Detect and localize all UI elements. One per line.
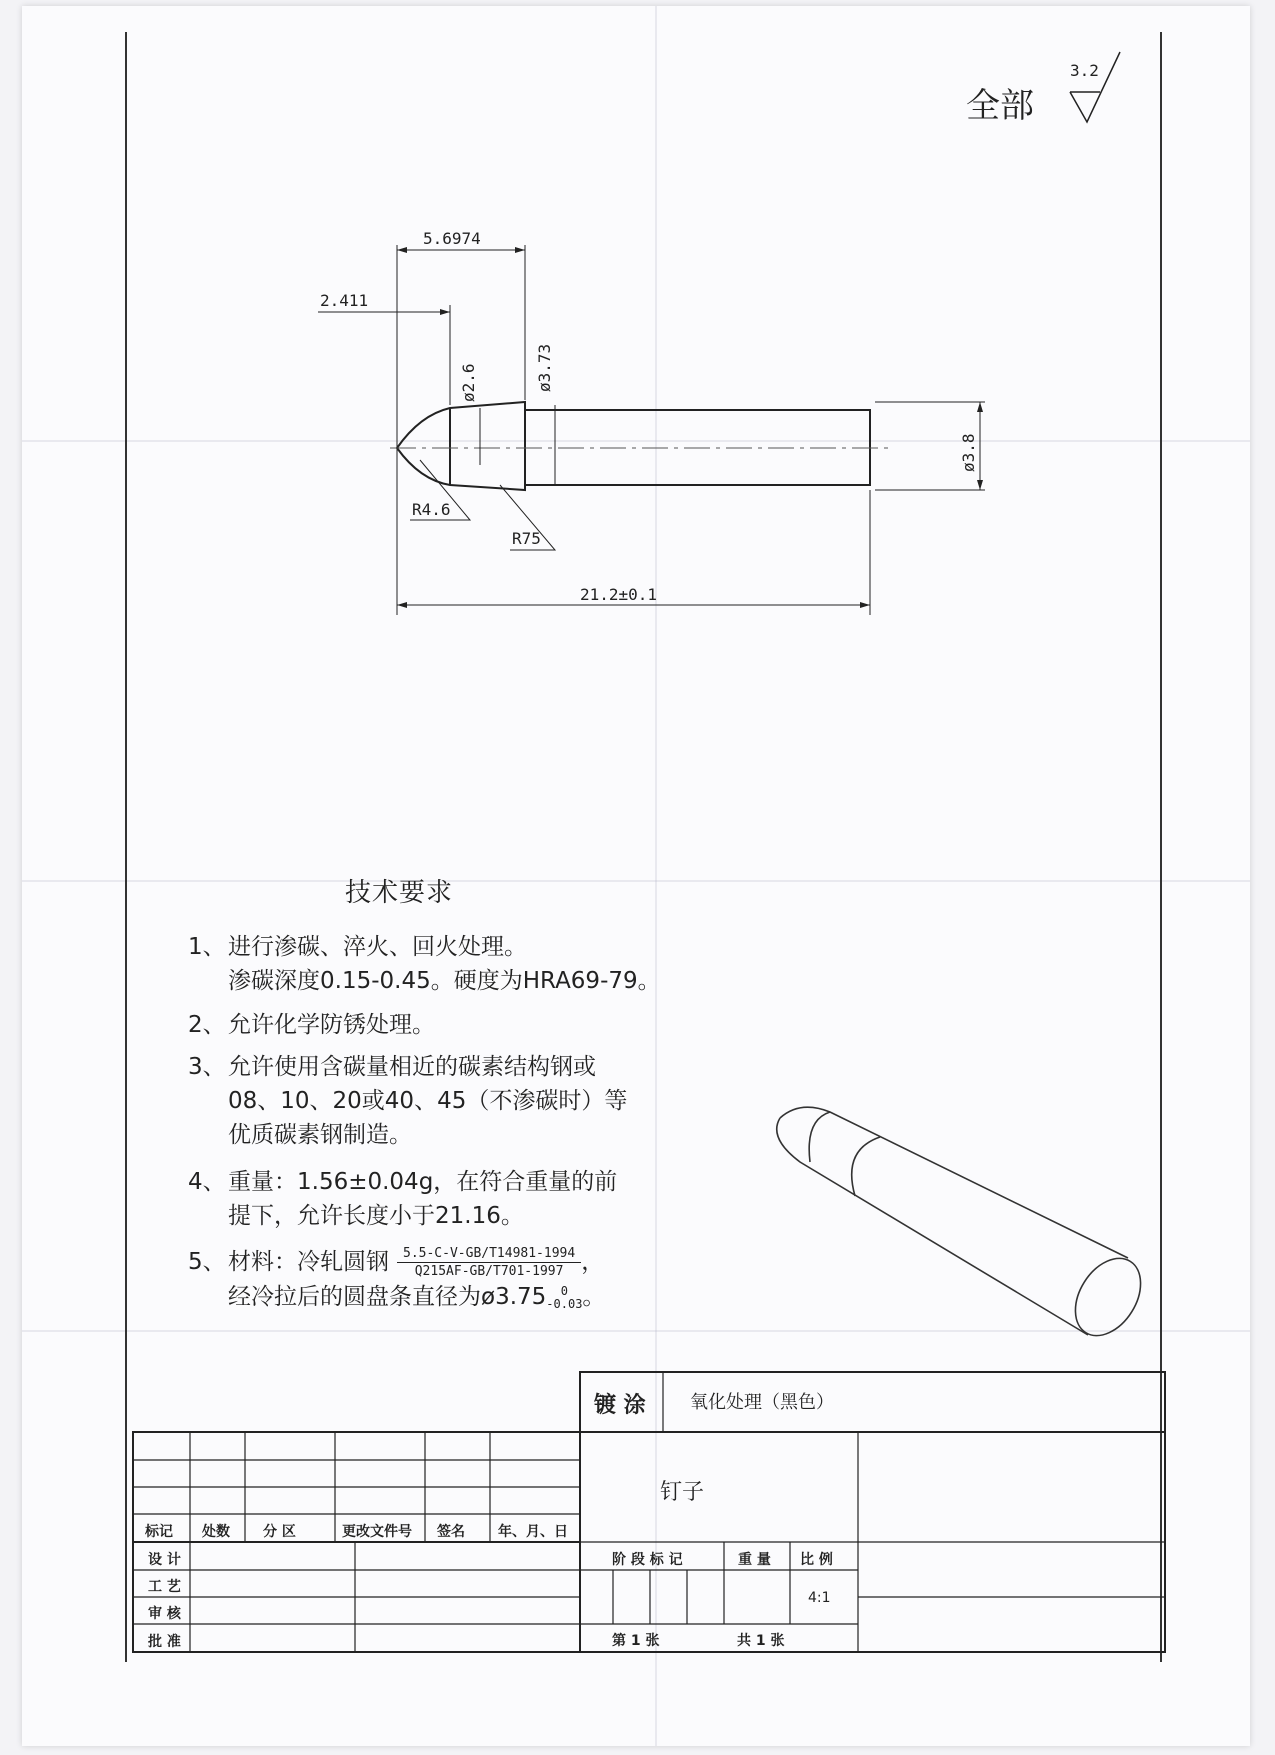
tolerance-upper: 0 (560, 1283, 568, 1298)
part-name: 钉子 (660, 1480, 705, 1505)
role-design: 设 计 (148, 1552, 181, 1568)
rev-header-date: 年、月、日 (498, 1524, 568, 1540)
scale-label: 比 例 (800, 1552, 833, 1568)
scale-value: 4:1 (808, 1590, 831, 1606)
rev-header-count: 处数 (202, 1524, 230, 1540)
coating-value: 氧化处理（黑色） (690, 1392, 834, 1413)
roughness-label: 全部 (966, 86, 1034, 126)
requirement-line: 进行渗碳、淬火、回火处理。 (228, 934, 527, 960)
coating-label: 镀 涂 (594, 1393, 646, 1418)
role-review: 审 核 (148, 1606, 181, 1622)
dim-dia-3-8: ø3.8 (959, 433, 978, 472)
requirement-number: 1、 (188, 934, 226, 960)
dim-2-411: 2.411 (320, 291, 369, 310)
requirement-line: 允许化学防锈处理。 (228, 1012, 435, 1038)
requirement-line: 重量：1.56±0.04g，在符合重量的前 (228, 1169, 618, 1195)
dim-dia-3-73: ø3.73 (535, 343, 554, 392)
requirement-item-4 (188, 1165, 617, 1233)
dim-r4-6: R4.6 (412, 500, 451, 519)
wire-diameter-text: 经冷拉后的圆盘条直径为ø3.75 (228, 1284, 547, 1310)
material-spec-top: 5.5-C-V-GB/T14981-1994 (397, 1245, 581, 1263)
dim-total-length: 21.2±0.1 (580, 585, 658, 604)
material-suffix: ， (581, 1249, 605, 1275)
rev-header-zone: 分 区 (263, 1524, 296, 1540)
requirements-title: 技术要求 (345, 878, 454, 908)
sheet-number: 第 1 张 (612, 1633, 660, 1649)
roughness-value: 3.2 (1070, 61, 1099, 80)
requirement-number: 3、 (188, 1054, 226, 1080)
requirement-item-3 (188, 1050, 627, 1152)
requirement-line: 08、10、20或40、45（不渗碳时）等 (228, 1088, 628, 1114)
dim-5-6974: 5.6974 (423, 229, 481, 248)
material-prefix: 材料：冷轧圆钢 (228, 1249, 389, 1275)
weight-label: 重 量 (738, 1552, 771, 1568)
requirement-number: 4、 (188, 1169, 226, 1195)
requirement-item-5 (188, 1245, 605, 1314)
requirement-line: 允许使用含碳量相近的碳素结构钢或 (228, 1054, 596, 1080)
sheet-total: 共 1 张 (737, 1633, 785, 1649)
tolerance-lower: -0.03 (546, 1296, 583, 1311)
rev-header-signature: 签名 (437, 1524, 465, 1540)
part-profile (397, 402, 870, 490)
dimension-lines (318, 245, 985, 615)
requirement-number: 2、 (188, 1012, 226, 1038)
diameter-tolerance (546, 1285, 582, 1311)
stage-label: 阶 段 标 记 (612, 1552, 683, 1568)
requirement-line: 渗碳深度0.15-0.45。硬度为HRA69-79。 (228, 968, 661, 994)
requirement-number: 5、 (188, 1249, 226, 1275)
material-spec-bottom: Q215AF-GB/T701-1997 (414, 1264, 564, 1279)
isometric-nail-sketch (777, 1107, 1154, 1347)
role-process: 工 艺 (148, 1579, 181, 1595)
dimension-arrows (397, 247, 983, 608)
requirement-item-2 (188, 1008, 435, 1042)
material-spec-fraction (397, 1245, 581, 1280)
wire-diameter-suffix: 。 (582, 1284, 606, 1310)
requirement-line: 提下，允许长度小于21.16。 (228, 1203, 524, 1229)
rev-header-mark: 标记 (145, 1524, 173, 1540)
requirement-line: 优质碳素钢制造。 (228, 1122, 412, 1148)
role-approve: 批 准 (148, 1634, 181, 1650)
dim-r75: R75 (512, 529, 541, 548)
requirement-item-1 (188, 930, 661, 998)
title-block-grid (133, 1372, 1165, 1652)
rev-header-document: 更改文件号 (342, 1524, 412, 1540)
dim-dia-2-6: ø2.6 (459, 363, 478, 402)
